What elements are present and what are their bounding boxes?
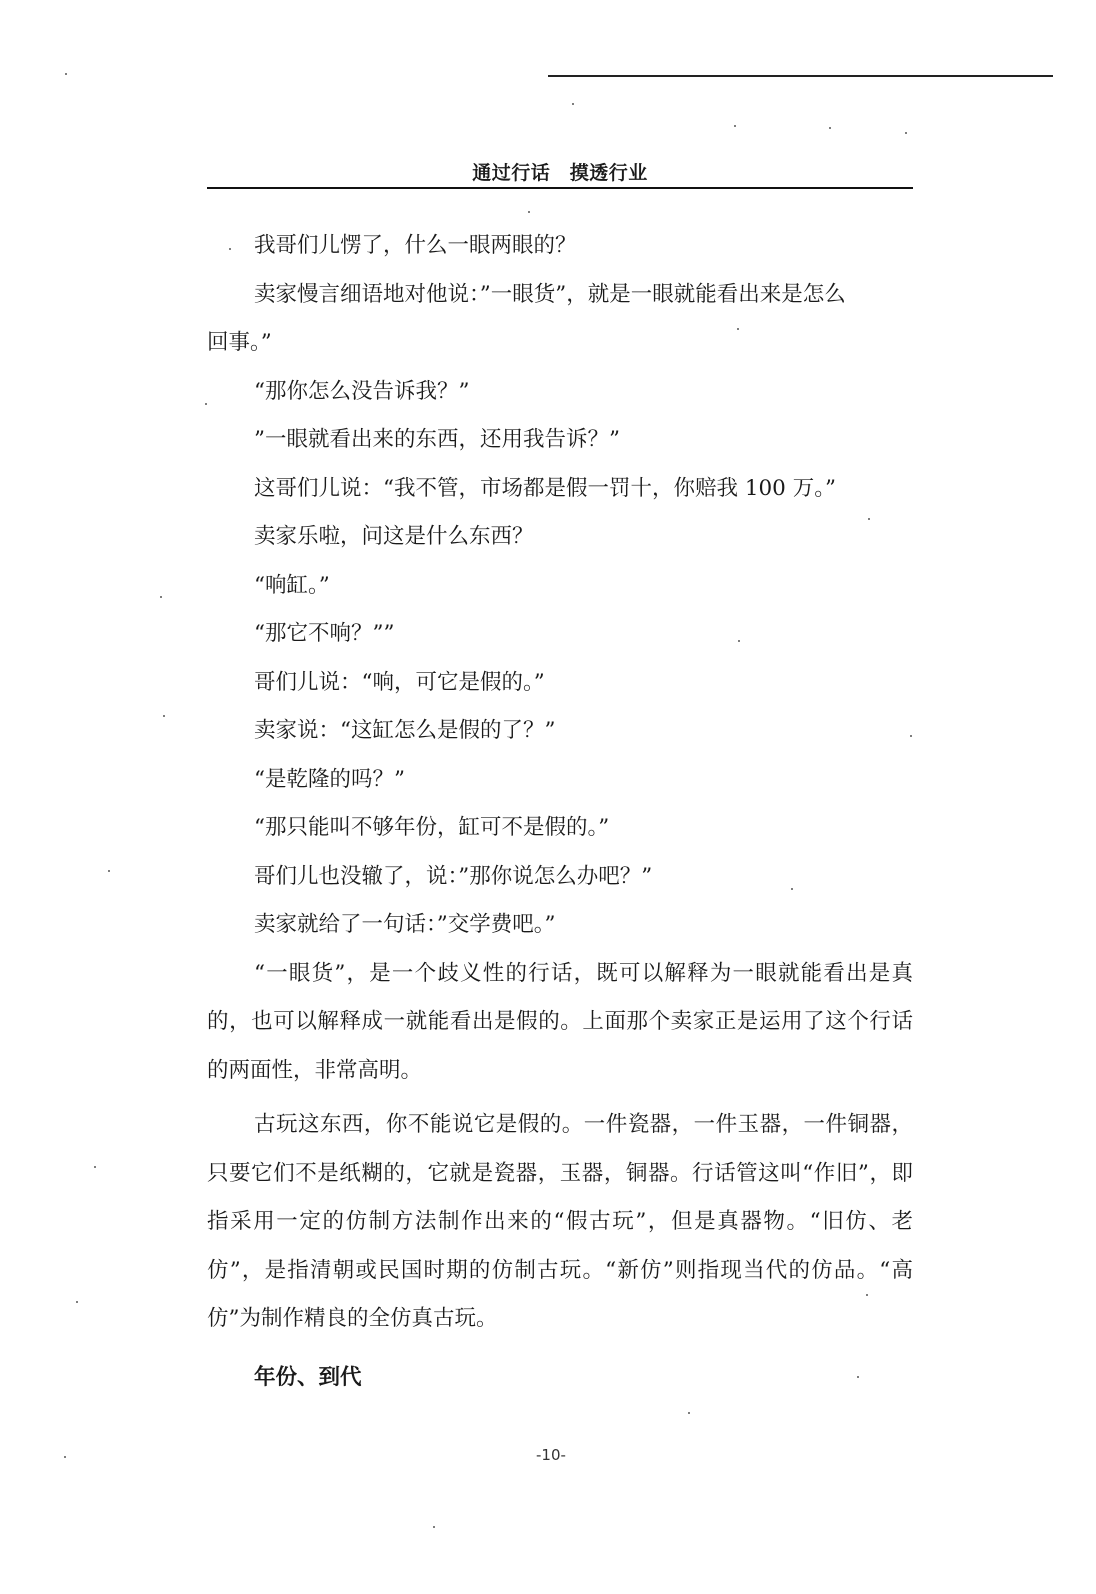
scan-speck (205, 403, 207, 405)
top-rule (548, 75, 1053, 77)
scan-speck (910, 735, 912, 737)
text-line: 卖家慢言细语地对他说：”一眼货”，就是一眼就能看出来是怎么 (254, 281, 846, 307)
scan-speck (734, 125, 736, 127)
text-line: “响缸。” (254, 572, 330, 598)
scan-speck (857, 1376, 859, 1378)
text-line: 回事。” (207, 330, 272, 355)
text-line: 卖家说：“这缸怎么是假的了？” (254, 718, 556, 743)
scan-speck (866, 1294, 868, 1296)
paragraph: “一眼货”，是一个歧义性的行话，既可以解释为一眼就能看出是真的，也可以解释成一就能看出是假的。上面那个卖家正是运用了这个行话的两面性，非常高明。 (207, 960, 913, 1083)
scan-speck (868, 518, 870, 520)
scan-speck (64, 1456, 66, 1458)
text-line: “那它不响？”” (254, 621, 395, 646)
scan-speck (163, 715, 165, 717)
scan-speck (829, 127, 831, 129)
text-line: 哥们儿说：“响，可它是假的。” (254, 669, 545, 695)
text-line: 卖家乐啦，问这是什么东西？ (254, 524, 534, 549)
scan-speck (905, 132, 907, 134)
scan-speck (737, 328, 739, 330)
scan-speck (229, 248, 231, 250)
text-line: “是乾隆的吗？” (254, 766, 405, 792)
text-line: “那只能叫不够年份，缸可不是假的。” (254, 815, 610, 840)
scan-speck (94, 1166, 96, 1168)
header-rule (207, 187, 913, 189)
scan-speck (738, 640, 740, 642)
text-line: 哥们儿也没辙了，说：”那你说怎么办吧？” (254, 863, 653, 889)
scan-speck (160, 596, 162, 598)
page-number: -10- (536, 1446, 566, 1464)
scan-speck (433, 1526, 435, 1528)
text-line: 这哥们儿说：“我不管，市场都是假一罚十，你赔我 100 万。” (254, 475, 836, 501)
scan-speck (108, 870, 110, 872)
text-line: ”一眼就看出来的东西，还用我告诉？” (254, 427, 620, 452)
scan-speck (76, 1301, 78, 1303)
section-heading: 年份、到代 (254, 1364, 362, 1390)
text-line: “那你怎么没告诉我？” (254, 378, 470, 404)
scan-speck (791, 888, 793, 890)
paragraph: 古玩这东西，你不能说它是假的。一件瓷器，一件玉器，一件铜器，只要它们不是纸糊的，它就是瓷器，玉器，铜器。行话管这叫“作旧”，即指采用一定的仿制方法制作出来的“假古玩”，但是真器物。“旧仿、老仿”，是指清朝或民国时期的仿制古玩。“新仿”则指现当代的仿品。“高仿”为制作精良的全仿真古玩。 (207, 1112, 913, 1331)
scan-speck (688, 1412, 690, 1414)
scan-speck (528, 211, 530, 213)
scan-speck (65, 73, 67, 75)
text-line: 我哥们儿愣了，什么一眼两眼的？ (254, 233, 577, 258)
text-line: 卖家就给了一句话：”交学费吧。” (254, 912, 556, 937)
page-body (207, 222, 913, 1402)
scan-speck (572, 103, 574, 105)
running-header: 通过行话 摸透行业 (472, 162, 648, 184)
